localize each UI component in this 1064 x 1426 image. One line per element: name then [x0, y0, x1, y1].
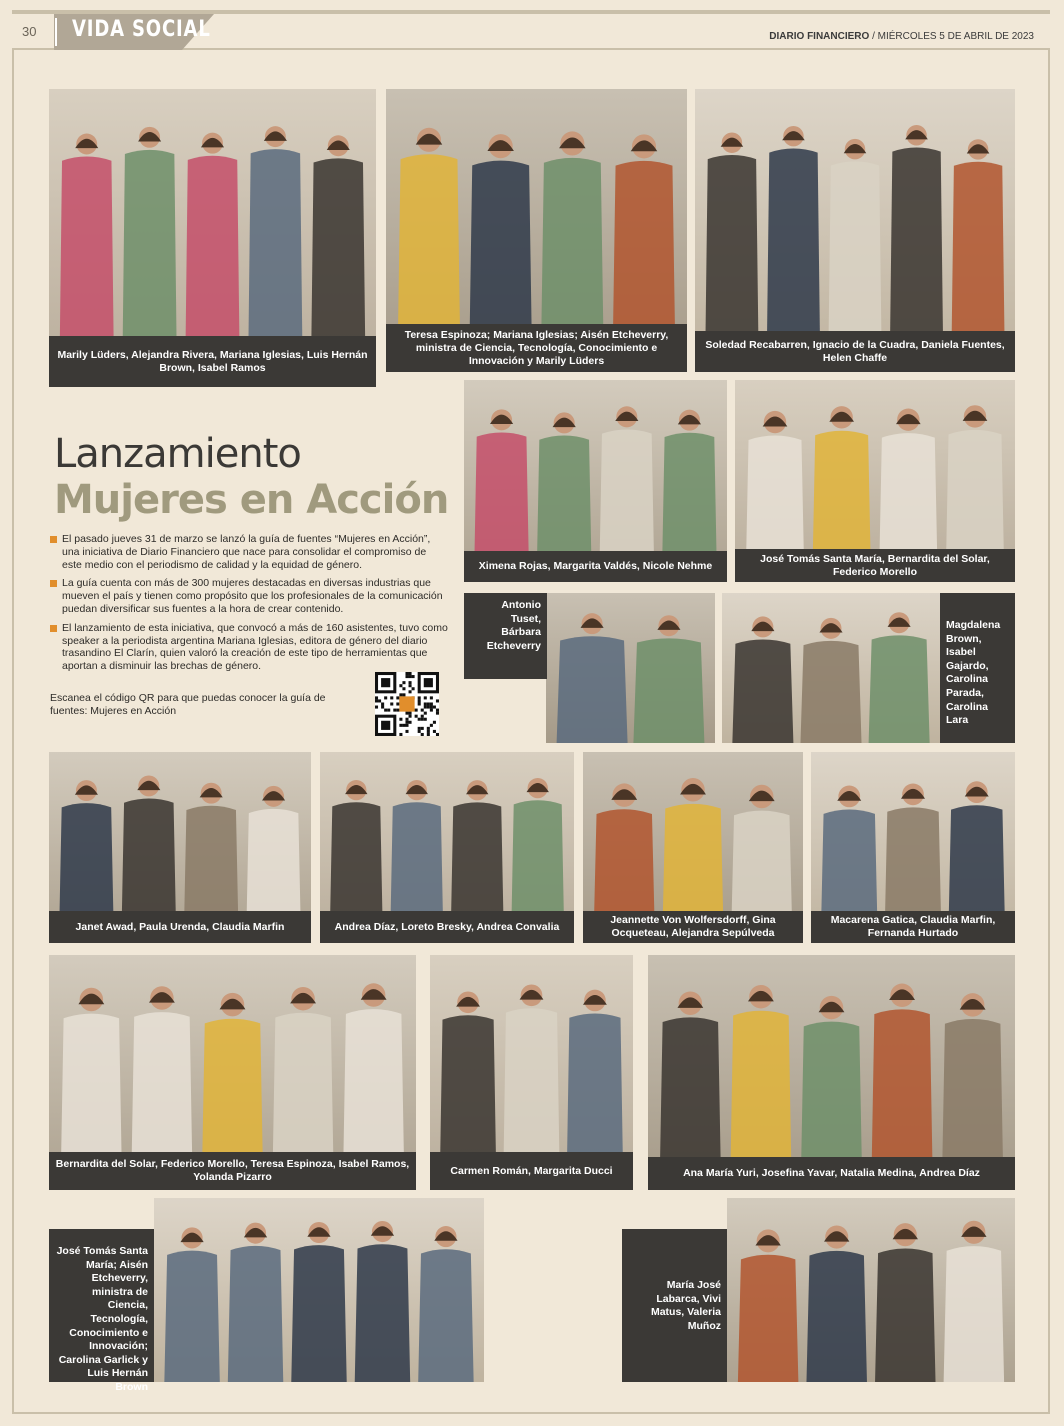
caption-6: Antonio Tuset, Bárbara Etcheverry — [464, 593, 547, 679]
photo-15 — [154, 1198, 484, 1382]
bullet-1: El pasado jueves 31 de marzo se lanzó la guía de fuentes “Mujeres en Acción”, una iniciativa de Diario Financiero que nace para consolidar el compromiso de este medio con el periodismo de calidad y la equidad de género. — [50, 533, 448, 571]
photo-image — [648, 955, 1015, 1190]
photo-7 — [722, 593, 940, 743]
caption-16: María José Labarca, Vivi Matus, Valeria Muñoz — [622, 1229, 727, 1382]
photo-image — [546, 593, 715, 743]
photo-16 — [727, 1198, 1015, 1382]
article-bullets — [50, 533, 448, 679]
caption-7: Magdalena Brown, Isabel Gajardo, Carolina Parada, Carolina Lara — [940, 593, 1015, 743]
photo-3 — [695, 89, 1015, 372]
caption-10: Jeannette Von Wolfersdorff, Gina Ocqueteau, Alejandra Sepúlveda — [583, 911, 803, 943]
caption-9: Andrea Díaz, Loreto Bresky, Andrea Convalia — [320, 911, 574, 943]
section-title: VIDA SOCIAL — [72, 17, 211, 42]
caption-2: Teresa Espinoza; Mariana Iglesias; Aisén Etcheverry, ministra de Ciencia, Tecnología, Conocimiento e Innovación y Marily Lüders — [386, 324, 687, 372]
photo-image — [722, 593, 940, 743]
photo-image — [154, 1198, 484, 1382]
article-headline — [54, 430, 448, 522]
caption-15: José Tomás Santa María; Aisén Etcheverry, ministra de Ciencia, Tecnología, Conocimiento e Innovación; Carolina Garlick y Luis Hernán Brown — [49, 1229, 154, 1382]
masthead — [769, 31, 1034, 42]
photo-image — [727, 1198, 1015, 1382]
caption-3: Soledad Recabarren, Ignacio de la Cuadra, Daniela Fuentes, Helen Chaffe — [695, 331, 1015, 372]
photo-image — [695, 89, 1015, 372]
caption-13: Carmen Román, Margarita Ducci — [430, 1152, 633, 1190]
headline-line-2: Mujeres en Acción — [54, 477, 449, 523]
top-rule — [12, 10, 1050, 14]
section-separator — [55, 18, 57, 46]
photo-14 — [648, 955, 1015, 1190]
photo-6 — [546, 593, 715, 743]
caption-5: José Tomás Santa María, Bernardita del Solar, Federico Morello — [735, 549, 1015, 582]
caption-11: Macarena Gatica, Claudia Marfin, Fernanda Hurtado — [811, 911, 1015, 943]
caption-12: Bernardita del Solar, Federico Morello, Teresa Espinoza, Isabel Ramos, Yolanda Pizarro — [49, 1152, 416, 1190]
issue-date: / MIÉRCOLES 5 DE ABRIL DE 2023 — [869, 31, 1034, 42]
page-number: 30 — [22, 24, 37, 39]
caption-8: Janet Awad, Paula Urenda, Claudia Marfin — [49, 911, 311, 943]
qr-note: Escanea el código QR para que puedas conocer la guía de fuentes: Mujeres en Acción — [50, 692, 326, 717]
bullet-3: El lanzamiento de esta iniciativa, que convocó a más de 160 asistentes, tuvo como speaker a la periodista argentina Mariana Iglesias, editora de género del diario trasandino El Clarín, quien valoró la creación de este tipo de herramientas que aportan a disminuir las brechas de género. — [50, 622, 448, 673]
caption-4: Ximena Rojas, Margarita Valdés, Nicole Nehme — [464, 551, 727, 582]
caption-1: Marily Lüders, Alejandra Rivera, Mariana Iglesias, Luis Hernán Brown, Isabel Ramos — [49, 336, 376, 387]
bullet-2: La guía cuenta con más de 300 mujeres destacadas en diversas industrias que mueven el país y tienen como propósito que los profesionales de la comunicación puedan diversificar sus fuentes a la hora de crear contenido. — [50, 577, 448, 615]
paper-name: DIARIO FINANCIERO — [769, 31, 870, 42]
caption-14: Ana María Yuri, Josefina Yavar, Natalia Medina, Andrea Díaz — [648, 1157, 1015, 1190]
headline-line-1: Lanzamiento — [54, 431, 301, 477]
qr-code-icon[interactable] — [375, 672, 439, 736]
